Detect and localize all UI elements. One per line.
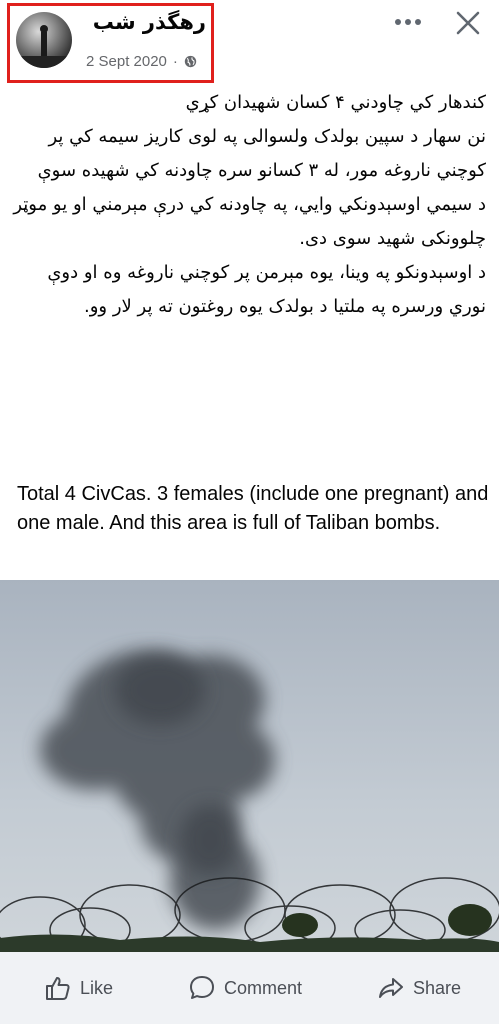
pashto-paragraph: د سیمي اوسېدونکي وایي، په چاودنه کي درې مېرمني او یو موټر چلوونکی شهید سوی دی. [13,194,486,249]
pashto-paragraph: نن سهار د سپین بولدک ولسوالی په لوی کاریز سیمه کي پر کوچني ناروغه مور، له ۳ کسانو سره چاودنه کي شهیده سوې [37,126,486,181]
comment-button[interactable] [188,974,302,1002]
like-label: Like [80,977,114,998]
meta-separator: · [172,52,178,70]
avatar-silhouette-icon [16,12,72,68]
avatar[interactable] [16,12,72,68]
post-photo[interactable] [0,580,499,952]
post-meta [86,50,197,72]
globe-icon [184,55,197,68]
author-name[interactable]: رهگذر شب [92,10,206,34]
post-header [0,0,499,92]
action-bar [0,952,499,1024]
more-dots-icon [393,18,423,26]
comment-label: Comment [223,977,302,998]
share-arrow-icon [377,974,405,1002]
pashto-paragraph: کندهار کي چاودني ۴ کسان شهیدان کړي [185,92,486,113]
post-date[interactable]: 2 Sept 2020 [86,52,167,70]
thumbs-up-icon [44,974,72,1002]
comment-bubble-icon [188,974,216,1002]
close-button[interactable] [450,5,486,41]
share-label: Share [412,977,461,998]
close-icon [455,10,481,36]
post-text-english: Total 4 CivCas. 3 females (include one pregnant) and one male. And this area is full of Taliban bombs. [17,483,489,534]
more-options-button[interactable] [390,8,426,36]
post-text-pashto [12,86,486,324]
smoke-plume-image [0,580,499,952]
share-button[interactable] [377,974,461,1002]
pashto-paragraph: د اوسېدونکو په وینا، یوه مېرمن پر کوچني ناروغه وه او دوې نوري ورسره په ملتیا د بولدک یوه روغتون ته پر لار وو. [47,262,486,317]
like-button[interactable] [44,974,113,1002]
